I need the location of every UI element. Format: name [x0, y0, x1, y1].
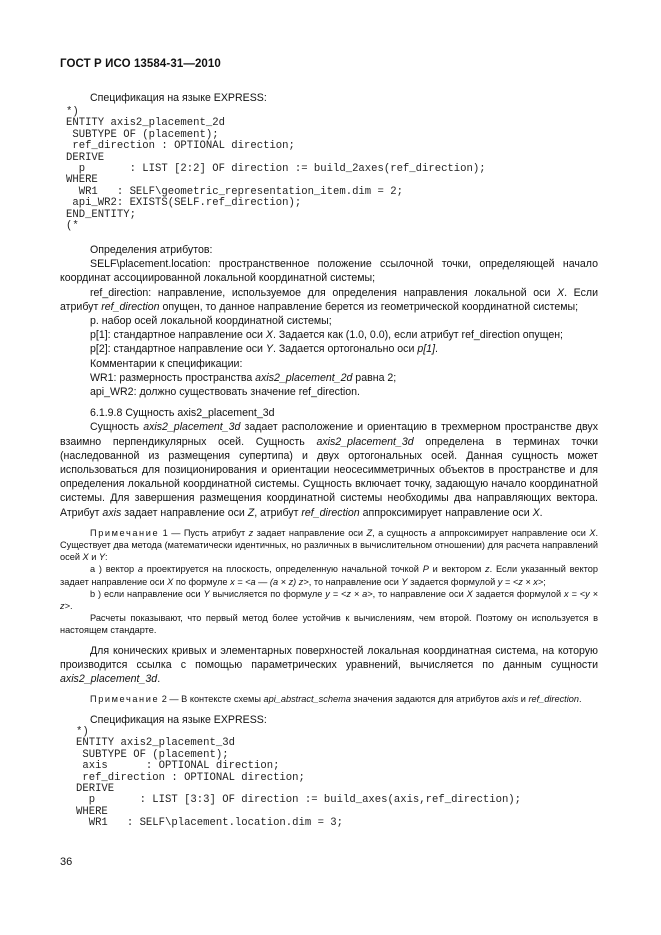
code-line: END_ENTITY;	[66, 208, 136, 221]
code-line: SUBTYPE OF (placement);	[66, 128, 219, 141]
page-header: ГОСТ Р ИСО 13584-31—2010	[60, 58, 221, 70]
note-1-item-a: а ) вектор a проектируется на плоскость, определенную начальной точкой P и вектором z. Если указанный вектор задает направление оси X по формуле x = <a — (a × z) z>, то направление оси Y задается формулой y = <z × x>;	[60, 564, 598, 587]
code-line: DERIVE	[66, 151, 105, 164]
code-line: DERIVE	[76, 783, 115, 796]
code-line: p : LIST [2:2] OF direction := build_2axes(ref_direction);	[66, 163, 486, 176]
note-1-calc: Расчеты показывают, что первый метод более устойчив к вычислениям, чем второй. Поэтому он используется в настоящем стандарте.	[60, 613, 598, 636]
code-line: WHERE	[76, 805, 108, 818]
code-line: *)	[66, 106, 79, 118]
code-line: ref_direction : OPTIONAL direction;	[76, 771, 305, 784]
code-line: (*	[66, 220, 79, 233]
code-line: WR1 : SELF\placement.location.dim = 3;	[76, 817, 344, 830]
body-paragraph-1: Сущность axis2_placement_3d задает расположение и ориентацию в трехмерном пространстве двух взаимно перпендикулярных осей. Сущность axis2_placement_3d определена в терминах точки (наследованной из размещения супертипа) и двух ортогональных осей. Данная сущность может использоваться для позиционирования и ориентации неосесимметричных объектов в пространстве и для определения локальной координатной системы. Сущность включает точку, задающую начало координатной системы. Для завершения размещения координатной системы необходимы два направляющих вектора. Атрибут axis задает направление оси Z, атрибут ref_direction аппроксимирует направление оси X.	[60, 421, 598, 519]
code-line: WHERE	[66, 174, 98, 187]
code-line: ENTITY axis2_placement_2d	[66, 117, 225, 130]
attr-p: p. набор осей локальной координатной системы;	[90, 315, 332, 328]
comment-wr1: WR1: размерность пространства axis2_placement_2d равна 2;	[90, 371, 397, 384]
code-line: api_WR2: EXISTS(SELF.ref_direction);	[66, 197, 302, 210]
note-1: Примечание 1 — Пусть атрибут z задает направление оси Z, а сущность a аппроксимирует направление оси X. Существует два метода (математически идентичных, но различных в вычислительном отношении) для расчета направлений осей X и Y: а ) вектор a проектируется на плоскость, определенную начальной точкой P и вектором z. Если указанный вектор задает направление оси X по формуле x = <a — (a × z) z>, то направление оси Y задается формулой y = <z × x>; b ) если направление оси Y вычисляется по формуле y = <z × a>, то направление оси X задается формулой x = <y × z>. Расчеты показывают, что первый метод более устойчив к вычислениям, чем второй. Поэтому он используется в настоящем стандарте.	[60, 527, 599, 636]
body-paragraph-2: Для конических кривых и элементарных поверхностей локальная координатная система, на которую производится ссылка с помощью параметрических уравнений, вычисляется по данным сущности axis2_placement_3d.	[60, 644, 598, 686]
code-line: axis : OPTIONAL direction;	[76, 760, 280, 773]
code-block-axis2-placement-2d	[66, 107, 486, 232]
comment-wr2: api_WR2: должно существовать значение ref_direction.	[90, 386, 360, 399]
attr-location: SELF\placement.location: пространственное положение ссылочной точки, определяющей начало координат ассоциированной локальной координатной системы;	[60, 258, 598, 285]
code-line: SUBTYPE OF (placement);	[76, 748, 229, 761]
code-line: *)	[76, 726, 89, 738]
attr-p1: p[1]: стандартное направление оси X. Задается как (1.0, 0.0), если атрибут ref_direction опущен;	[90, 329, 563, 342]
note-2: Примечание 2 — В контексте схемы api_abstract_schema значения задаются для атрибутов axis и ref_direction.	[90, 694, 582, 705]
code-block-axis2-placement-3d	[76, 727, 521, 830]
page-number: 36	[60, 856, 73, 868]
code-line: ref_direction : OPTIONAL direction;	[66, 140, 295, 153]
attr-title: Определения атрибутов:	[90, 244, 213, 256]
code-line: WR1 : SELF\geometric_representation_item.dim = 2;	[66, 185, 403, 198]
spec-label-2: Спецификация на языке EXPRESS:	[90, 713, 267, 726]
comments-title: Комментарии к спецификации:	[90, 357, 243, 370]
attr-ref-direction: ref_direction: направление, используемое для определения направления локальной оси X. Если атрибут ref_direction опущен, то данное направление берется из геометрической координатной системы;	[60, 286, 599, 313]
attribute-definitions	[60, 243, 598, 727]
code-line: ENTITY axis2_placement_3d	[76, 737, 235, 750]
section-heading: 6.1.9.8 Сущность axis2_placement_3d	[90, 407, 275, 420]
note-1-item-b: b ) если направление оси Y вычисляется по формуле y = <z × a>, то направление оси X задается формулой x = <y × z>.	[60, 588, 598, 612]
spec-label-1: Спецификация на языке EXPRESS:	[90, 92, 267, 104]
code-line: p : LIST [3:3] OF direction := build_axes(axis,ref_direction);	[76, 794, 522, 807]
attr-p2: p[2]: стандартное направление оси Y. Задается ортогонально оси p[1].	[90, 343, 438, 356]
